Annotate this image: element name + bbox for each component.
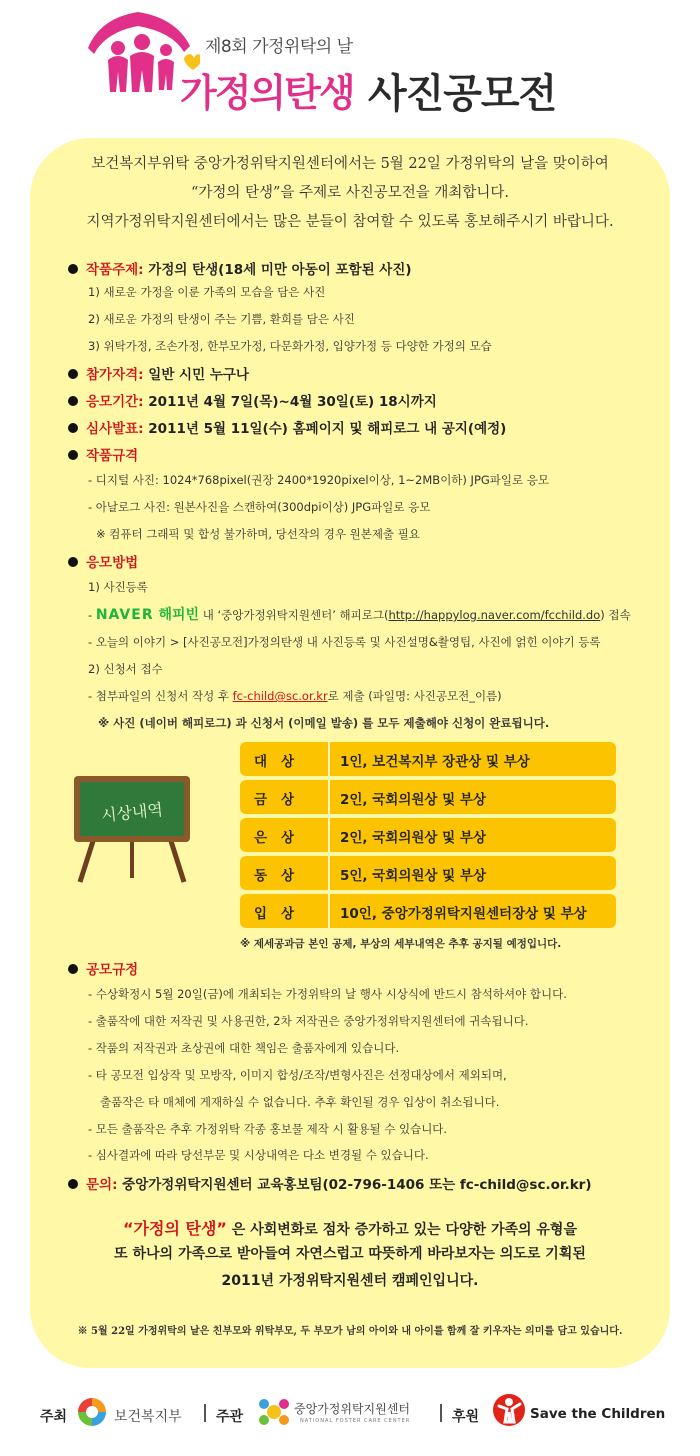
intro-line: 보건복지부위탁 중앙가정위탁지원센터에서는 5월 22일 가정위탁의 날을 맞이하여 (91, 156, 609, 172)
rule-item: - 수상확정시 5월 20일(금)에 개최되는 가정위탁의 날 행사 시상식에 반드시 참석하셔야 합니다. (88, 987, 567, 1001)
bullet-icon (68, 1179, 78, 1189)
rule-item: - 출품작에 대한 저작권 및 사용권한, 2차 저작권은 중앙가정위탁지원센터에 귀속됩니다. (88, 1014, 529, 1028)
sponsor-label: 후원 (452, 1409, 480, 1425)
spec-item: - 아날로그 사진: 원본사진을 스캔하여(300dpi이상) JPG파일로 응모 (88, 500, 431, 514)
intro-text (0, 150, 700, 237)
section-spec: 작품규격 (68, 444, 138, 464)
award-row: 은상 2인, 국회의원상 및 부상 (240, 818, 616, 852)
closing-line: 2011년 가정위탁지원센터 캠페인입니다. (221, 1273, 479, 1289)
board-label: 시상내역 (100, 799, 164, 826)
save-the-children-logo-icon (492, 1392, 526, 1428)
organizer-sub: NATIONAL FOSTER CARE CENTER (300, 1418, 411, 1424)
naver-logo: NAVER (95, 607, 154, 623)
email-link[interactable]: fc-child@sc.or.kr (232, 689, 328, 703)
bullet-icon (68, 264, 78, 274)
bullet-icon (68, 964, 78, 974)
section-contact: 문의: 중앙가정위탁지원센터 교육홍보팀(02-796-1406 또는 fc-child@sc.or.kr) (68, 1173, 592, 1193)
closing-line: 또 하나의 가족으로 받아들여 자연스럽고 따뜻하게 바라보자는 의도로 기획된 (114, 1246, 586, 1262)
method-apply: - 첨부파일의 신청서 작성 후 fc-child@sc.or.kr로 제출 (파일명: 사진공모전_이름) (88, 689, 502, 703)
divider (0, 1300, 700, 1302)
host-label: 주최 (40, 1409, 68, 1425)
spec-note: ※ 컴퓨터 그래픽 및 합성 불가하며, 당선작의 경우 원본제출 필요 (96, 527, 420, 541)
topic-item: 2) 새로운 가정의 탄생이 주는 기쁨, 환희를 담은 사진 (88, 312, 355, 326)
bullet-icon (68, 396, 78, 406)
rule-item: - 타 공모전 입상작 및 모방작, 이미지 합성/조작/변형사진은 선정대상에서 제외되며, (88, 1068, 507, 1082)
title-photo-contest: 사진공모전 (368, 71, 557, 117)
section-eligibility: 참가자격: 일반 시민 누구나 (68, 363, 249, 383)
spec-item: - 디지털 사진: 1024*768pixel(권장 2400*1920pixel이상, 1~2MB이하) JPG파일로 응모 (88, 473, 549, 487)
footer (0, 1380, 700, 1456)
topic-item: 3) 위탁가정, 조손가정, 한부모가정, 다문화가정, 입양가정 등 다양한 가정의 모습 (88, 339, 492, 353)
sponsor-name: Save the Children (530, 1406, 666, 1422)
rule-item: - 심사결과에 따라 당선부문 및 시상내역은 다소 변경될 수 있습니다. (88, 1148, 429, 1162)
happybean-logo: 해피빈 (153, 607, 200, 623)
award-row: 대상 1인, 보건복지부 장관상 및 부상 (240, 742, 616, 776)
organizer-name: 중앙가정위탁지원센터 (294, 1402, 410, 1416)
rule-item: - 작품의 저작권과 초상권에 대한 책임은 출품자에게 있습니다. (88, 1041, 400, 1055)
rule-item: 출품작은 타 매체에 게재하실 수 없습니다. 추후 확인될 경우 입상이 취소됩니다. (100, 1095, 500, 1109)
section-period: 응모기간: 2011년 4월 7일(목)~4월 30일(토) 18시까지 (68, 390, 437, 410)
organizer-label: 주관 (216, 1409, 244, 1425)
method-note: ※ 사진 (네이버 해피로그) 과 신청서 (이메일 발송) 를 모두 제출해야 신청이 완료됩니다. (98, 716, 550, 730)
footnote: ※ 5월 22일 가정위탁의 날은 친부모와 위탁부모, 두 부모가 남의 아이와 내 아이를 함께 잘 키우자는 의미를 담고 있습니다. (77, 1326, 623, 1337)
method-step: 1) 사진등록 (88, 580, 148, 594)
ministry-logo-icon (76, 1396, 108, 1428)
award-note: ※ 제세공과금 본인 공제, 부상의 세부내역은 추후 공지될 예정입니다. (240, 938, 562, 950)
rule-item: - 모든 출품작은 추후 가정위탁 각종 홍보물 제작 시 활용될 수 있습니다. (88, 1122, 448, 1136)
closing-line: “가정의 탄생” 은 사회변화로 점차 증가하고 있는 다양한 가족의 유형을 (123, 1219, 577, 1238)
event-subtitle: 제8회 가정위탁의 날 (205, 37, 353, 57)
section-method: 응모방법 (68, 551, 138, 571)
host-name: 보건복지부 (114, 1409, 182, 1425)
topic-item: 1) 새로운 가정을 이룬 가족의 모습을 담은 사진 (88, 285, 326, 299)
method-story: - 오늘의 이야기 > [사진공모전]가정의탄생 내 사진등록 및 사진설명&촬영팁, 사진에 얽힌 이야기 등록 (88, 635, 601, 649)
intro-line: “가정의 탄생”을 주제로 사진공모전을 개최합니다. (190, 185, 509, 201)
award-row: 금상 2인, 국회의원상 및 부상 (240, 780, 616, 814)
method-naver-line: - NAVER 해피빈 내 ‘중앙가정위탁지원센터’ 해피로그(http://happylog.naver.com/fcchild.do) 접속 (88, 607, 631, 623)
award-row: 동상 5인, 국회의원상 및 부상 (240, 856, 616, 890)
bullet-icon (68, 557, 78, 567)
foster-center-logo-icon (256, 1394, 292, 1430)
section-announce: 심사발표: 2011년 5월 11일(수) 홈페이지 및 해피로그 내 공지(예정) (68, 417, 506, 437)
method-step: 2) 신청서 접수 (88, 662, 163, 676)
bullet-icon (68, 423, 78, 433)
intro-line: 지역가정위탁지원센터에서는 많은 분들이 참여할 수 있도록 홍보해주시기 바랍니다. (86, 214, 614, 230)
section-rules: 공모규정 (68, 958, 138, 978)
bullet-icon (68, 369, 78, 379)
happylog-link[interactable]: http://happylog.naver.com/fcchild.do (388, 608, 601, 622)
award-row: 입상 10인, 중앙가정위탁지원센터장상 및 부상 (240, 894, 616, 928)
header (0, 0, 700, 140)
section-topic: 작품주제: 가정의 탄생(18세 미만 아동이 포함된 사진) (68, 258, 412, 278)
bullet-icon (68, 450, 78, 460)
title-birth-of-family: 가정의탄생 (180, 71, 354, 115)
